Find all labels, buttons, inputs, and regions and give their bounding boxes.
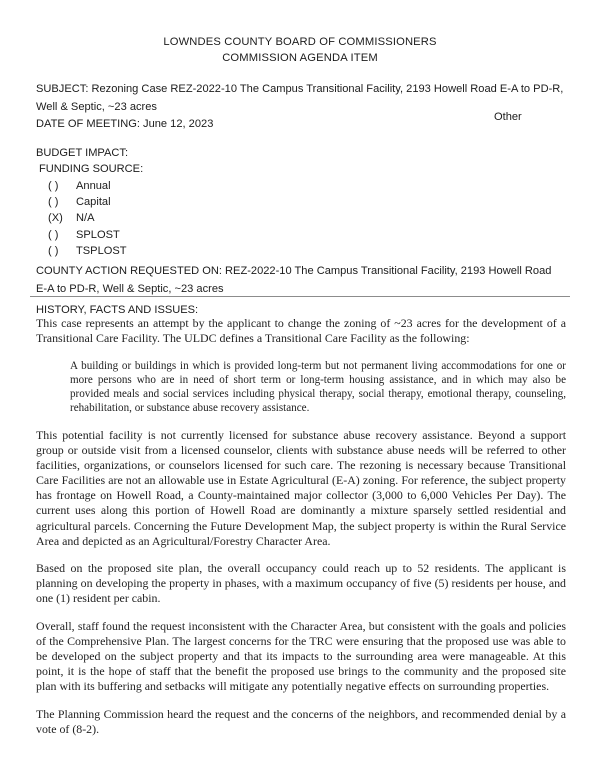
funding-option-label: TSPLOST [76, 245, 127, 258]
other-label: Other [494, 111, 522, 123]
funding-option-label: N/A [76, 212, 95, 225]
budget-impact-label: BUDGET IMPACT: [36, 147, 129, 159]
budget-impact-section [36, 146, 336, 260]
history-body [36, 316, 566, 737]
header-title-line-1: LOWNDES COUNTY BOARD OF COMMISSIONERS [163, 36, 437, 48]
funding-option-annual[interactable] [36, 178, 336, 194]
checkbox-annual[interactable]: ( ) [48, 179, 59, 192]
checkbox-na[interactable]: (X) [48, 212, 63, 225]
uldc-definition-quote: A building or buildings in which is provided long-term but not permanent living accommodations for one or more persons who are in need of short term or long-term housing assistance, and in which may also be provided meals and social services including physical therapy, social therapy, emotional therapy, counseling, rehabilitation, or substance abuse recovery assistance. [70, 359, 566, 415]
checkbox-capital[interactable]: ( ) [48, 196, 59, 208]
funding-option-label: SPLOST [76, 228, 120, 241]
history-facts-issues-heading: HISTORY, FACTS AND ISSUES: [36, 304, 199, 316]
history-paragraph-5: The Planning Commission heard the request and the concerns of the neighbors, and recommended denial by a vote of (8-2). [36, 707, 566, 737]
checkbox-splost[interactable]: ( ) [48, 228, 59, 241]
date-of-meeting-line: DATE OF MEETING: June 12, 2023 [36, 118, 214, 130]
funding-source-label: FUNDING SOURCE: [39, 162, 144, 175]
history-paragraph-4: Overall, staff found the request inconsistent with the Character Area, but consistent with the goals and policies of the Comprehensive Plan. The largest concerns for the TRC were ensuring that the proposed use was able to be developed on the subject property and that its impacts to the surrounding area were manageable. At this point, it is the hope of staff that the benefit the proposed use brings to the community and the proposed site plan with its buffering and setbacks will mitigate any potentially negative effects on surrounding properties. [36, 619, 566, 694]
funding-source-options [36, 178, 336, 260]
section-divider [30, 296, 570, 297]
funding-option-label: Capital [76, 196, 111, 208]
history-paragraph-1: This case represents an attempt by the applicant to change the zoning of ~23 acres for the development of a Transitional Care Facility. The ULDC defines a Transitional Care Facility as the following: [36, 316, 566, 346]
funding-option-splost[interactable] [36, 227, 336, 243]
header-title-line-2: COMMISSION AGENDA ITEM [222, 52, 378, 64]
funding-option-na[interactable] [36, 210, 336, 226]
history-paragraph-3: Based on the proposed site plan, the overall occupancy could reach up to 52 residents. The applicant is planning on developing the property in phases, with a maximum occupancy of five (5) residents per house, and one (1) resident per cabin. [36, 561, 566, 606]
funding-option-tsplost[interactable] [36, 243, 336, 259]
funding-option-label: Annual [76, 179, 111, 192]
document-header [0, 34, 600, 66]
checkbox-tsplost[interactable]: ( ) [48, 245, 59, 258]
history-paragraph-2: This potential facility is not currently licensed for substance abuse recovery assistance. Beyond a support group or outside visit from a licensed counselor, clients with substance abuse needs will be referred to other facilities, organizations, or counselors licensed for such care. The rezoning is necessary because Transitional Care Facilities are not an allowable use in Estate Agricultural (E-A) zoning. For reference, the subject property has frontage on Howell Road, a County-maintained major collector (3,000 to 6,000 Vehicles Per Day). The current uses along this portion of Howell Road are dominantly a mixture sparsely settled residential and agricultural parcels. Concerning the Future Development Map, the subject property is within the Rural Service Area and depicted as an Agricultural/Forestry Character Area. [36, 428, 566, 548]
subject-line: SUBJECT: Rezoning Case REZ-2022-10 The Campus Transitional Facility, 2193 Howell Road E-A to PD-R, Well & Septic, ~23 acres [36, 83, 564, 113]
county-action-requested-line: COUNTY ACTION REQUESTED ON: REZ-2022-10 The Campus Transitional Facility, 2193 Howell Road E-A to PD-R, Well & Septic, ~23 acres [36, 265, 552, 295]
funding-option-capital[interactable] [36, 194, 336, 210]
